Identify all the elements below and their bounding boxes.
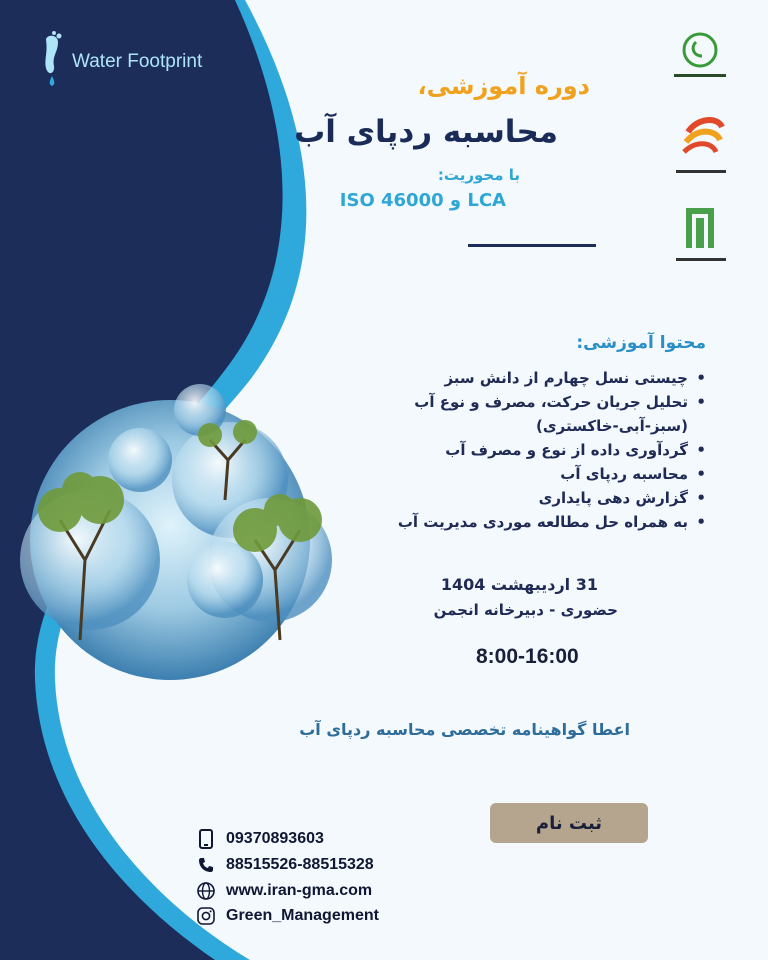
contact-website[interactable] xyxy=(196,881,372,901)
brand-logo xyxy=(40,30,202,94)
list-item: • تحلیل جریان حرکت، مصرف و نوع آب xyxy=(286,390,706,414)
course-title-line2: محاسبه ردپای آب xyxy=(294,114,558,150)
register-button[interactable] xyxy=(490,803,648,843)
list-item: • به همراه حل مطالعه موردی مدیریت آب xyxy=(286,510,706,534)
instagram-icon xyxy=(196,906,216,926)
contact-mobile[interactable] xyxy=(196,829,324,849)
list-item: • محاسبه ردپای آب xyxy=(286,462,706,486)
partner-logo-1 xyxy=(668,30,732,94)
list-item: • گردآوری داده از نوع و مصرف آب xyxy=(286,438,706,462)
list-item: (سبز-آبی-خاکستری) xyxy=(536,417,688,435)
partner-logo-2 xyxy=(668,112,732,186)
partner-logo-3 xyxy=(668,200,732,274)
list-item: • گزارش دهی پایداری xyxy=(286,486,706,510)
content-heading: محتوا آموزشی: xyxy=(576,333,706,353)
divider xyxy=(468,244,596,247)
contact-phone[interactable] xyxy=(196,855,374,875)
list-item: • چیستی نسل چهارم از دانش سبز xyxy=(286,366,706,390)
website-url: www.iran-gma.com xyxy=(226,882,373,899)
phone-icon xyxy=(196,855,216,875)
event-venue: حضوری - دبیرخانه انجمن xyxy=(433,601,618,619)
mobile-number: 09370893603 xyxy=(226,830,324,847)
focus-value: ISO 46000 و LCA xyxy=(339,190,506,211)
certificate-note: اعطا گواهینامه تخصصی محاسبه ردپای آب xyxy=(299,720,630,739)
brand-name: Water Footprint xyxy=(72,51,203,72)
instagram-handle: Green_Management xyxy=(226,907,379,924)
contact-instagram[interactable] xyxy=(196,906,379,926)
focus-label: با محوریت: xyxy=(437,166,520,184)
event-hours: 8:00-16:00 xyxy=(476,645,579,668)
course-title-line1: دوره آموزشی، xyxy=(417,72,590,100)
register-button-label: ثبت نام xyxy=(535,812,603,834)
footprint-icon xyxy=(40,30,66,94)
content-list xyxy=(286,366,706,534)
phone-number: 88515526-88515328 xyxy=(226,856,374,873)
event-date: 31 اردیبهشت 1404 xyxy=(440,575,598,594)
mobile-icon xyxy=(196,829,216,849)
globe-icon xyxy=(196,881,216,901)
